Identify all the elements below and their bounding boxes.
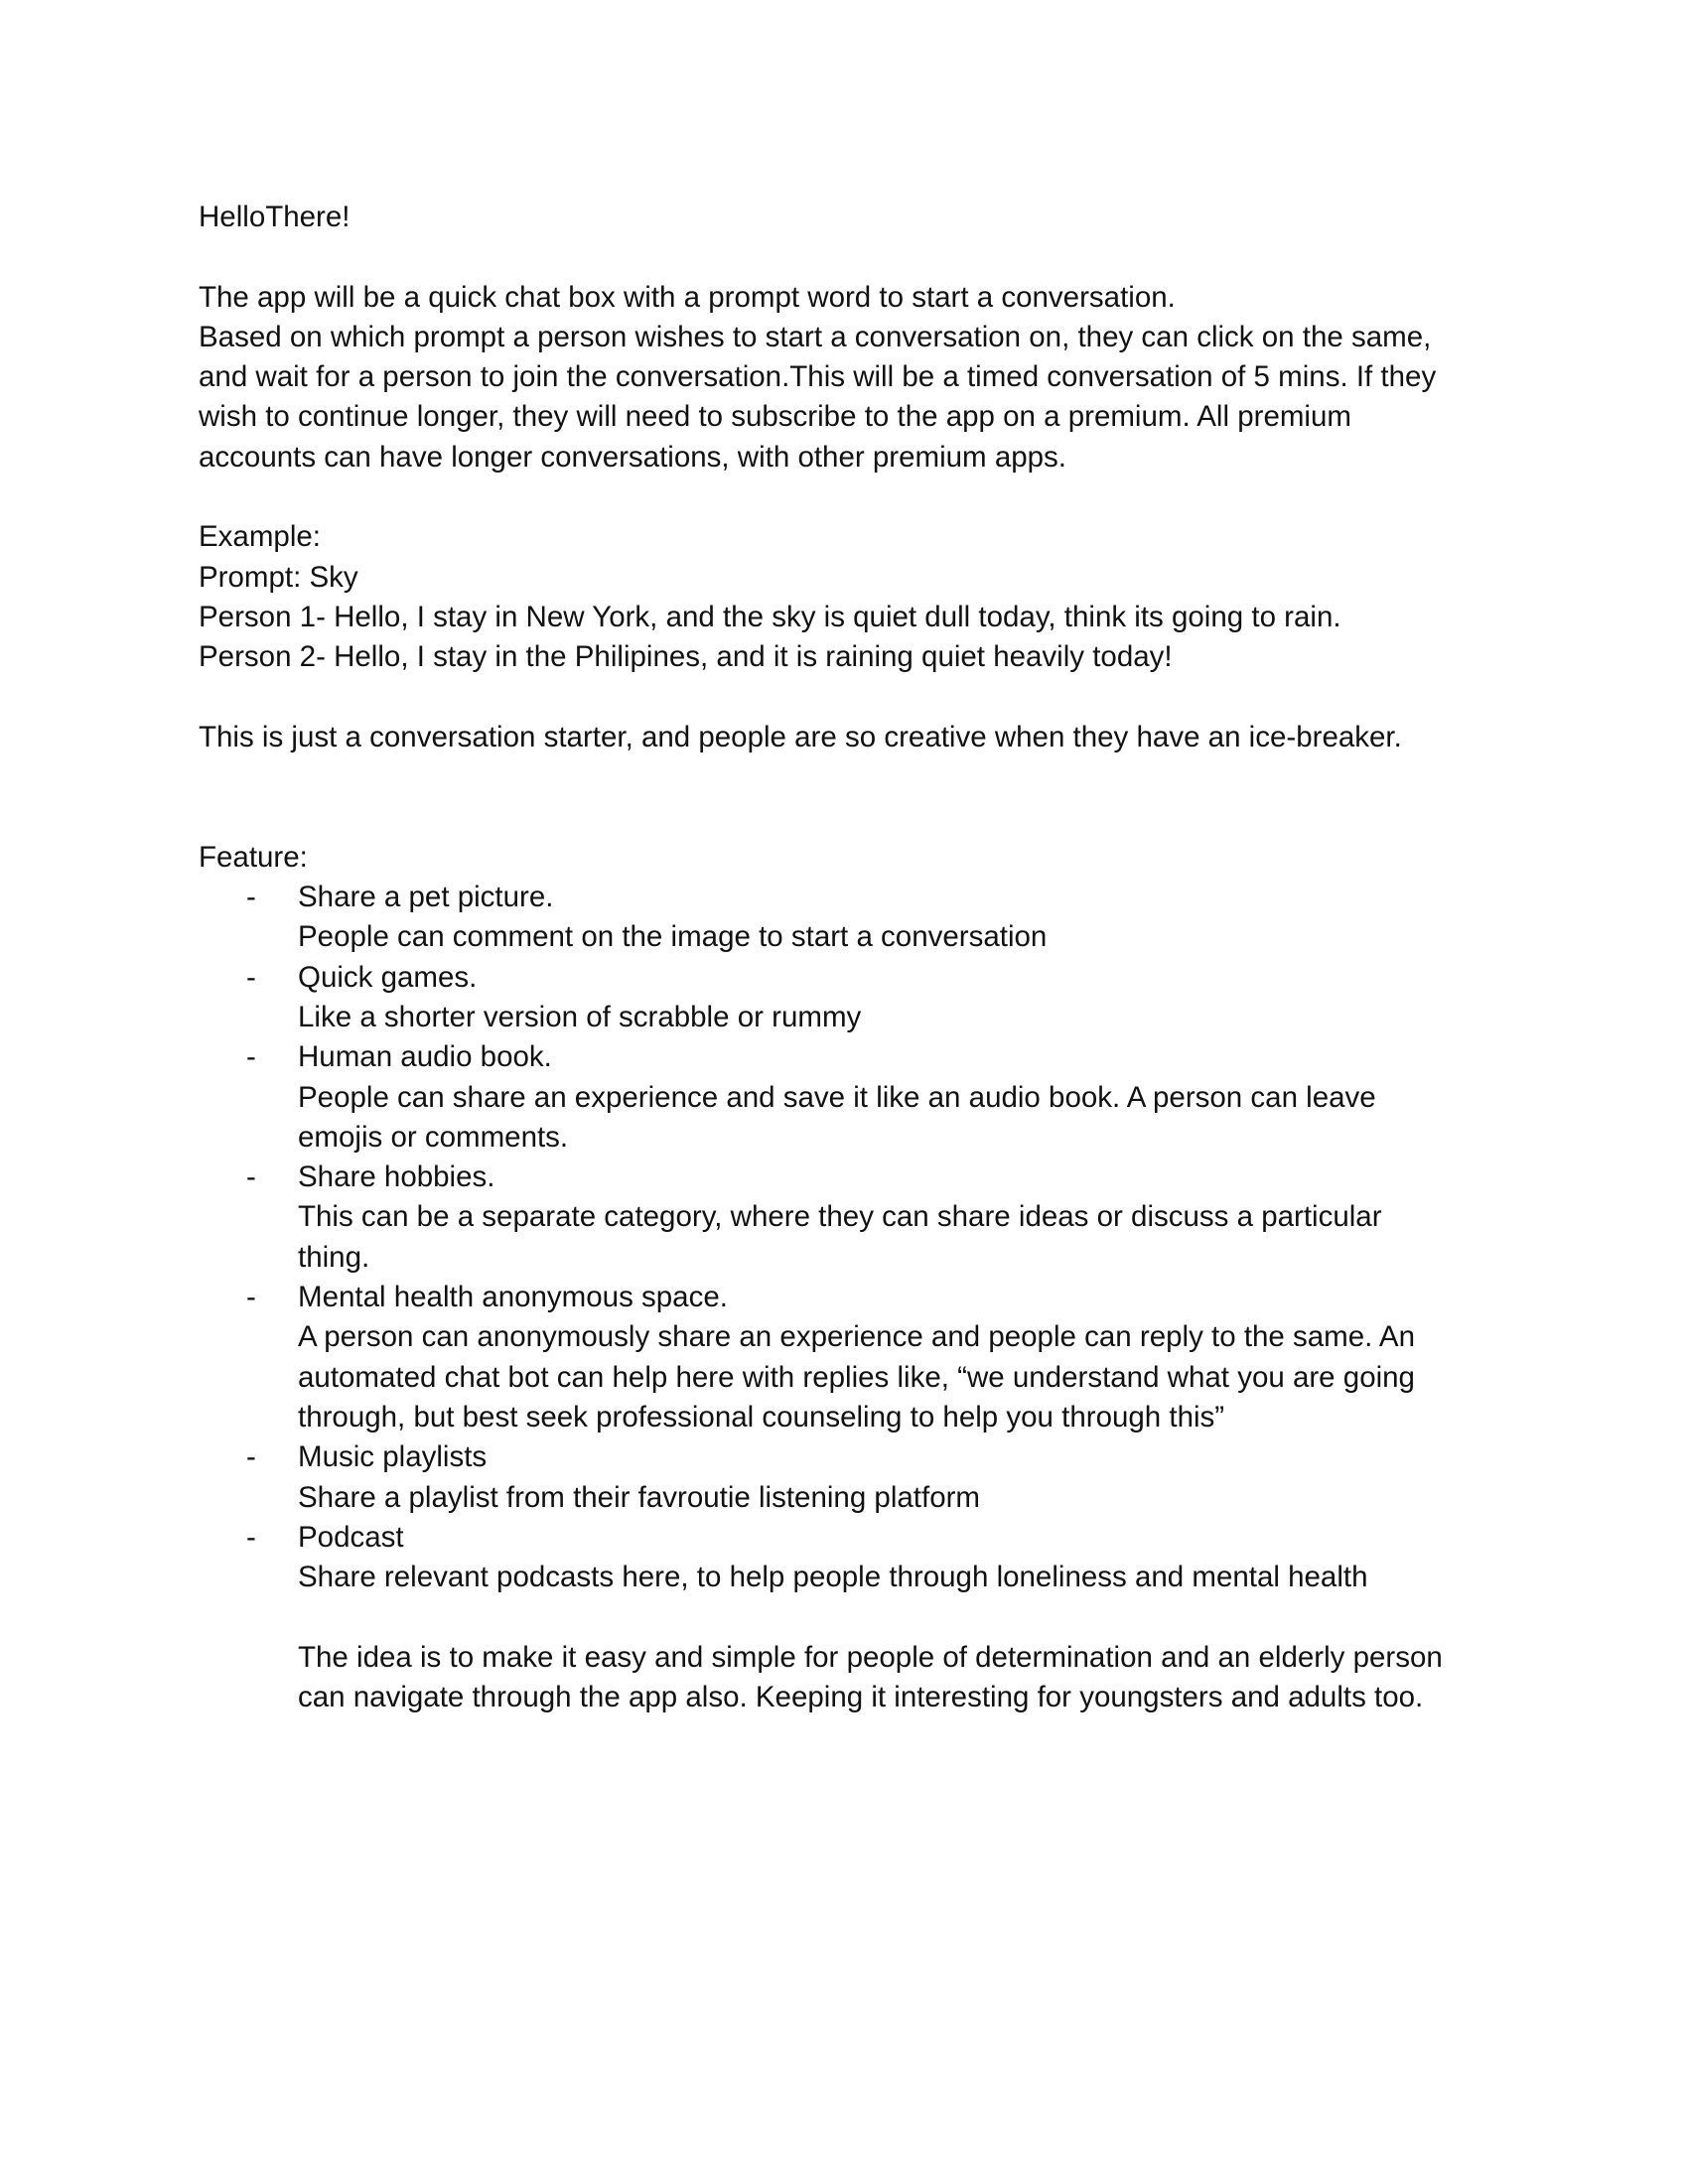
list-item: [199, 1518, 1509, 1598]
feature-desc: People can comment on the image to start a conversation: [298, 920, 1048, 954]
intro-paragraph: [199, 278, 1509, 478]
dash-bullet: -: [246, 1440, 256, 1474]
spacer: [199, 237, 1509, 277]
spacer: [199, 757, 1509, 797]
feature-desc: Like a shorter version of scrabble or rummy: [298, 1000, 862, 1033]
spacer: [199, 797, 1509, 837]
feature-desc: This can be a separate category, where they can share ideas or discuss a particular: [298, 1200, 1382, 1234]
feature-title: Quick games.: [298, 960, 478, 994]
spacer: [199, 1597, 1509, 1637]
feature-desc: automated chat bot can help here with replies like, “we understand what you are going: [298, 1360, 1415, 1394]
example-heading: Example:: [199, 520, 321, 554]
example-person-1: Person 1- Hello, I stay in New York, and the sky is quiet dull today, think its going to rain.: [199, 600, 1341, 633]
list-item: [199, 1278, 1509, 1437]
closing-paragraph: [199, 1638, 1509, 1718]
intro-line: wish to continue longer, they will need to subscribe to the app on a premium. All premium: [199, 400, 1351, 434]
example-prompt: Prompt: Sky: [199, 560, 358, 594]
intro-line: The app will be a quick chat box with a prompt word to start a conversation.: [199, 280, 1176, 314]
feature-desc: Share a playlist from their favroutie listening platform: [298, 1480, 980, 1514]
spacer: [199, 478, 1509, 517]
dash-bullet: -: [246, 960, 256, 994]
feature-title: Share hobbies.: [298, 1160, 495, 1194]
feature-desc: emojis or comments.: [298, 1120, 569, 1154]
dash-bullet: -: [246, 1040, 256, 1074]
feature-title: Share a pet picture.: [298, 881, 554, 914]
intro-line: and wait for a person to join the conversation.This will be a timed conversation of 5 mins. If they: [199, 360, 1437, 394]
example-block: [199, 517, 1509, 677]
list-item: [199, 878, 1509, 958]
example-person-2: Person 2- Hello, I stay in the Philipines, and it is raining quiet heavily today!: [199, 640, 1173, 674]
feature-heading: Feature:: [199, 840, 308, 874]
list-item: [199, 1158, 1509, 1278]
doc-title: HelloThere!: [199, 201, 351, 233]
dash-bullet: -: [246, 1160, 256, 1194]
feature-title: Mental health anonymous space.: [298, 1281, 728, 1314]
feature-desc: Share relevant podcasts here, to help people through loneliness and mental health: [298, 1561, 1368, 1594]
feature-title: Human audio book.: [298, 1040, 552, 1074]
spacer: [199, 678, 1509, 718]
feature-desc: through, but best seek professional counseling to help you through this”: [298, 1400, 1225, 1433]
feature-title: Music playlists: [298, 1440, 488, 1474]
feature-list: [199, 878, 1509, 1597]
dash-bullet: -: [246, 1281, 256, 1314]
starter-paragraph: This is just a conversation starter, and people are so creative when they have an ice-breaker.: [199, 720, 1402, 753]
intro-line: Based on which prompt a person wishes to start a conversation on, they can click on the same,: [199, 320, 1432, 353]
list-item: [199, 958, 1509, 1038]
document-body: [199, 198, 1509, 1717]
feature-desc: thing.: [298, 1240, 370, 1274]
list-item: [199, 1037, 1509, 1158]
dash-bullet: -: [246, 881, 256, 914]
list-item: [199, 1437, 1509, 1518]
feature-desc: A person can anonymously share an experience and people can reply to the same. An: [298, 1320, 1416, 1354]
dash-bullet: -: [246, 1520, 256, 1554]
feature-title: Podcast: [298, 1520, 404, 1554]
closing-line: The idea is to make it easy and simple for people of determination and an elderly person: [298, 1640, 1443, 1674]
feature-desc: People can share an experience and save it like an audio book. A person can leave: [298, 1080, 1376, 1114]
intro-line: accounts can have longer conversations, with other premium apps.: [199, 440, 1066, 474]
closing-line: can navigate through the app also. Keeping it interesting for youngsters and adults too.: [298, 1680, 1424, 1713]
